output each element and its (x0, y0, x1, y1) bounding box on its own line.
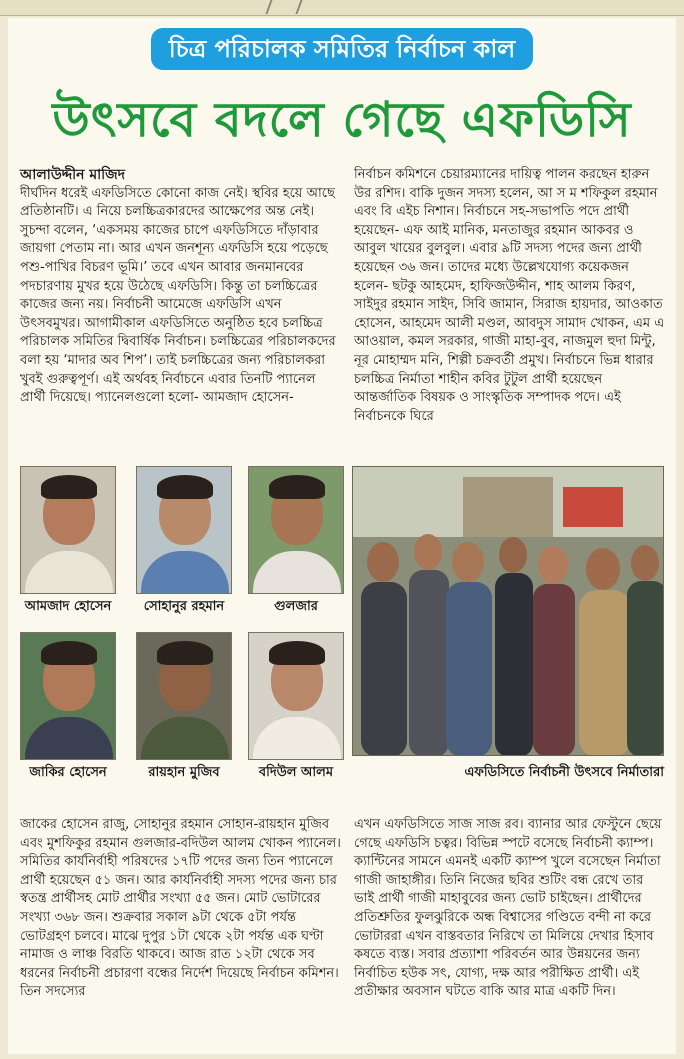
portrait-photo (248, 466, 344, 594)
article-column-right-top (354, 166, 666, 426)
portrait-torso (253, 717, 341, 760)
group-photo-illustration (353, 467, 664, 756)
portrait-photo (136, 466, 232, 594)
portrait-hair (41, 641, 97, 665)
article-column-left-top (20, 166, 342, 408)
group-photo (352, 466, 664, 756)
portrait-hair (41, 475, 97, 499)
kicker-banner: চিত্র পরিচালক সমিতির নির্বাচন কাল (151, 28, 533, 70)
portrait-zakir-hossain (20, 632, 116, 782)
portrait-hair (157, 641, 213, 665)
portrait-caption: বদিউল আলম (258, 765, 334, 780)
group-photo-caption: এফডিসিতে নির্বাচনী উৎসবে নির্মাতারা (464, 765, 664, 780)
portrait-photo (20, 466, 116, 594)
portrait-photo (136, 632, 232, 760)
building (463, 477, 553, 537)
column-left-top-text: দীর্ঘদিন ধরেই এফডিসিতে কোনো কাজ নেই। স্থবির হয়ে আছে প্রতিষ্ঠানটি। এ নিয়ে চলচ্চিত্রকারদের আক্ষেপের অন্ত নেই। সুচন্দা বলেন, ‘একসময় কাজের চাপে এফডিসিতে দাঁড়াবার জায়গা পেতাম না। আর এখন জনশূন্য এফডিসি হয়ে পড়েছে পশু-পাখির বিচরণ ভূমি।’ তবে এখন আবার জনমানবের পদচারণায় মুখর হয়ে উঠেছে এফডিসি। কিন্তু তা চলচ্চিত্রের কাজের জন্য নয়। নির্বাচনী আমেজে এফডিসি এখন উৎসবমুখর। আগামীকাল এফডিসিতে অনুষ্ঠিত হবে চলচ্চিত্র পরিচালক সমিতির দ্বিবার্ষিক নির্বাচন। চলচ্চিত্রের পরিচালকদের বলা হয় ‘মাদার অব শিপ’। তাই চলচ্চিত্রের জন্য পরিচালকরা খুবই গুরুত্বপূর্ণ। এই অর্থবহ নির্বাচনে এবার তিনটি প্যানেল প্রার্থী দিয়েছে। প্যানেলগুলো হলো- আমজাদ হোসেন- (20, 185, 336, 406)
byline: আলাউদ্দীন মাজিদ (20, 167, 126, 183)
column-right-top-text: নির্বাচন কমিশনে চেয়ারম্যানের দায়িত্ব পালন করছেন হারুন উর রশিদ। বাকি দুজন সদস্য হলেন, আ স ম শফিকুল রহমান এবং বি এইচ নিশান। নির্বাচনে সহ-সভাপতি পদে প্রার্থী হয়েছেন- এফ আই মানিক, মনতাজুর রহমান আকবর ও আবুল খায়ের বুলবুল। এবার ৯টি সদস্য পদের জন্য প্রার্থী হয়েছেন ৩৬ জন। তাদের মধ্যে উল্লেখযোগ্য কয়েকজন হলেন- ছটকু আহমেদ, হাফিজউদ্দীন, শাহ আলম কিরণ, সাইদুর রহমান সাইদ, সিবি জামান, সিরাজ হায়দার, আওকাত হোসেন, আহমেদ আলী মণ্ডল, আবদুস সামাদ খোকন, এম এ আওয়াল, কমল সরকার, গাজী মাহা-বুব, নাজমুল হুদা মিন্টু, নূর মোহাম্মদ মনি, শিল্পী চক্রবর্তী প্রমুখ। নির্বাচনে ভিন্ন ধারার চলচ্চিত্র নির্মাতা শাহীন কবির টুটুল প্রার্থী হয়েছেন আন্তর্জাতিক বিষয়ক ও সাংস্কৃতিক সম্পাদক পদে। এই নির্বাচনকে ঘিরে (354, 167, 665, 424)
portrait-hair (157, 475, 213, 499)
portrait-torso (25, 551, 113, 594)
page-notch (265, 0, 302, 14)
banner (563, 487, 623, 527)
column-right-bottom-text: এখন এফডিসিতে সাজ সাজ রব। ব্যানার আর ফেস্টুনে ছেয়ে গেছে এফডিসি চত্বর। বিভিন্ন স্পটে বসেছে নির্বাচনী ক্যাম্প। ক্যান্টিনের সামনে এমনই একটি ক্যাম্প খুলে বসেছেন নির্মাতা গাজী জাহাঙ্গীর। তিনি নিজের ছবির শুটিং বন্ধ রেখে তার ভাই প্রার্থী গাজী মাহাবুবের জন্য ভোট চাইছেন। প্রার্থীদের প্রতিশ্রুতির ফুলঝুরিকে অন্ধ বিশ্বাসের গণ্ডিতে বন্দী না করে ভোটাররা এখন বাস্তবতার নিরিখে তা মিলিয়ে দেখার হিসাব কষতে ব্যস্ত। সবার প্রত্যাশা পরিবর্তন আর উন্নয়নের জন্য নির্বাচিত হউক সৎ, যোগ্য, দক্ষ আর পরীক্ষিত প্রার্থী। এই প্রতীক্ষার অবসান ঘটতে বাকি আর মাত্র একটি দিন। (354, 817, 662, 1000)
article-column-right-bottom (354, 816, 666, 1002)
kicker-wrapper (8, 28, 676, 70)
portrait-rayhan-mujib (136, 632, 232, 782)
portrait-hair (269, 641, 325, 665)
portrait-caption: গুলজার (274, 599, 318, 614)
portrait-caption: জাকির হোসেন (29, 765, 107, 780)
portrait-photo (20, 632, 116, 760)
portrait-sohanur-rahman (136, 466, 232, 616)
portrait-gulzar (248, 466, 344, 616)
portrait-caption: সোহানুর রহমান (143, 599, 225, 614)
portrait-torso (253, 551, 341, 594)
portrait-hair (269, 475, 325, 499)
top-page-bar (0, 0, 684, 16)
portrait-caption: রায়হান মুজিব (148, 765, 220, 780)
portrait-torso (141, 717, 229, 760)
portrait-photo (248, 632, 344, 760)
headline: উৎসবে বদলে গেছে এফডিসি (52, 92, 632, 148)
column-left-bottom-text: জাকের হোসেন রাজু, সোহানুর রহমান সোহান-রায়হান মুজিব এবং মুশফিকুর রহমান গুলজার-বদিউল আলম খোকন প্যানেল। সমিতির কার্যনির্বাহী পরিষদের ১৭টি পদের জন্য তিন প্যানেলে প্রার্থী হয়েছেন ৫১ জন। আর কার্যনির্বাহী সদস্য পদের জন্য চার স্বতন্ত্র প্রার্থীসহ মোট প্রার্থীর সংখ্যা ৫৫ জন। মোট ভোটারের সংখ্যা ৩৬৮ জন। শুক্রবার সকাল ৯টা থেকে ৫টা পর্যন্ত ভোটগ্রহণ চলবে। মাঝে দুপুর ১টা থেকে ২টা পর্যন্ত এক ঘণ্টা নামাজ ও লাঞ্চ বিরতি থাকবে। আজ রাত ১২টা থেকে সব ধরনের নির্বাচনী প্রচারণা বন্ধের নির্দেশ দিয়েছে নির্বাচন কমিশন। তিন সদস্যের (20, 817, 341, 1000)
newspaper-page (8, 18, 676, 1054)
portrait-caption: আমজাদ হোসেন (24, 599, 112, 614)
portrait-torso (25, 717, 113, 760)
portrait-amjad-hossain (20, 466, 116, 616)
portrait-torso (141, 551, 229, 594)
article-column-left-bottom (20, 816, 342, 1002)
portrait-badiul-alam (248, 632, 344, 782)
